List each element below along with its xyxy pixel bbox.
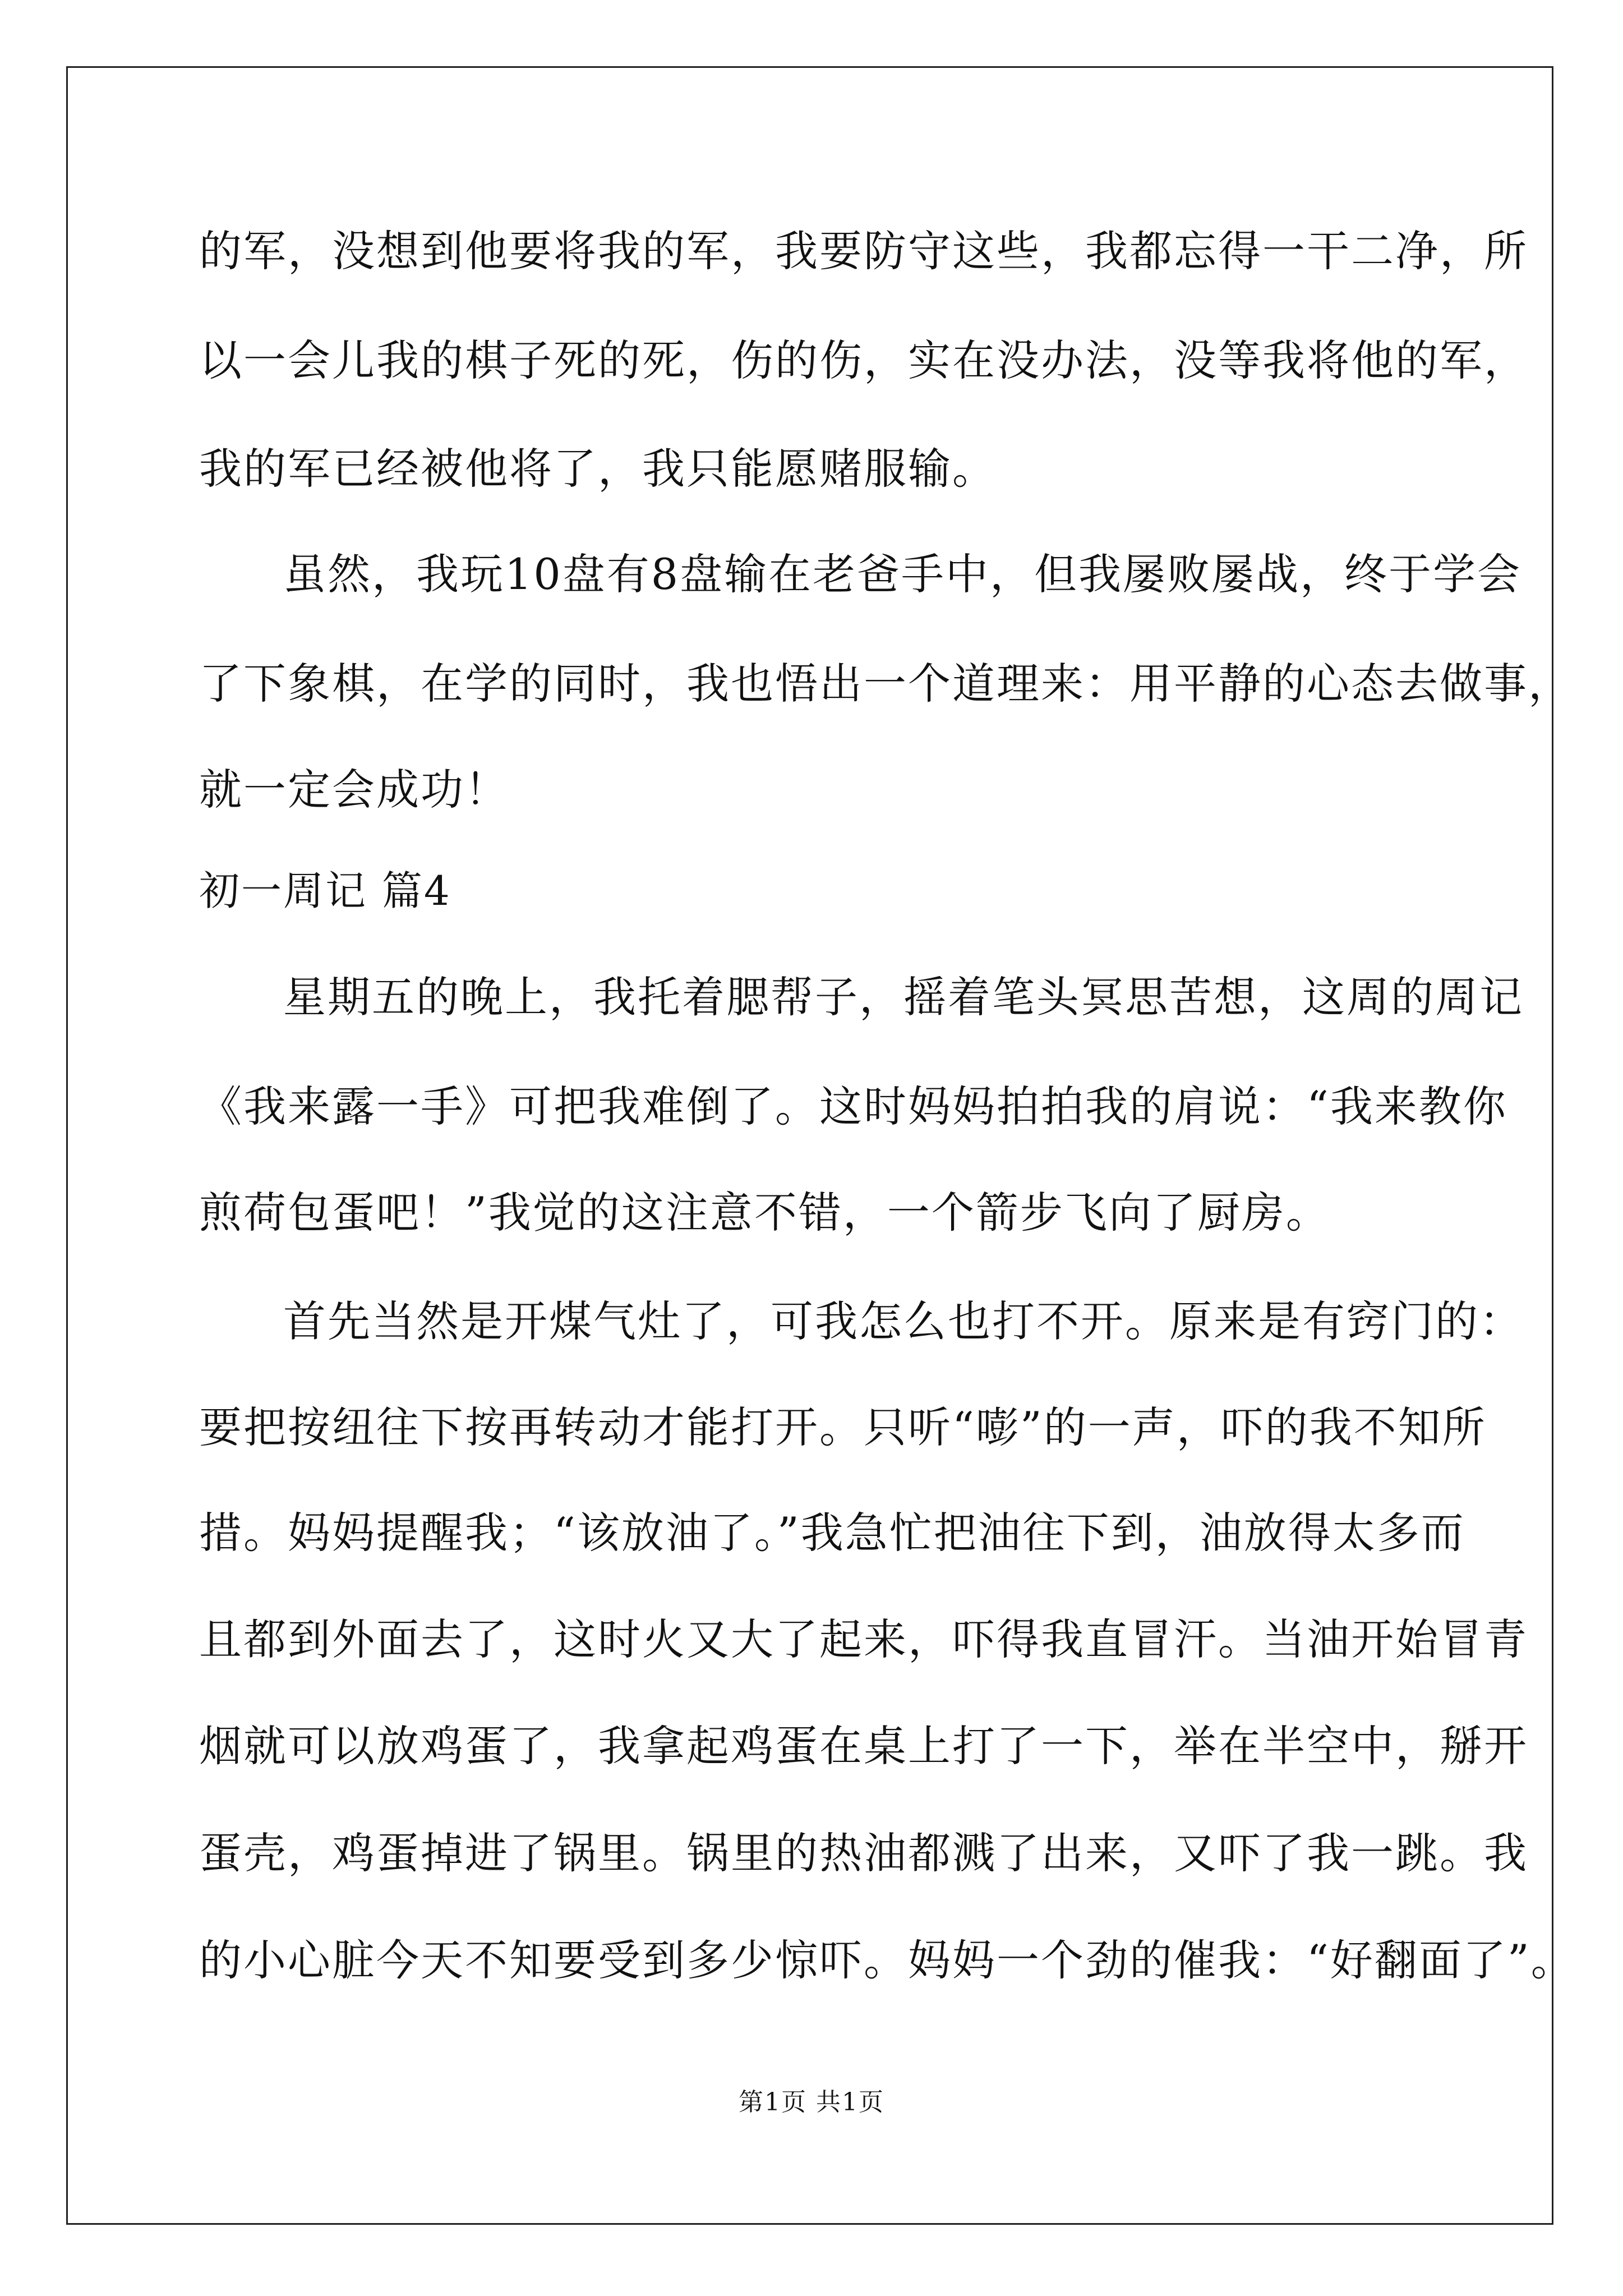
paragraph-line: 虽然，我玩10盘有8盘输在老爸手中，但我屡败屡战，终于学会 (283, 549, 1522, 599)
paragraph-line: 首先当然是开煤气灶了，可我怎么也打不开。原来是有窍门的： (283, 1296, 1524, 1346)
text-line: 以一会儿我的棋子死的死，伤的伤，实在没办法，没等我将他的军， (199, 335, 1528, 385)
text-line: 的小心脏今天不知要受到多少惊吓。妈妈一个劲的催我：“好翻面了”。 (199, 1935, 1575, 1985)
text-line: 的军，没想到他要将我的军，我要防守这些，我都忘得一干二净，所 (199, 226, 1528, 276)
text-line: 且都到外面去了，这时火又大了起来，吓得我直冒汗。当油开始冒青 (199, 1614, 1528, 1664)
text-line: 煎荷包蛋吧！”我觉的这注意不错，一个箭步飞向了厨房。 (199, 1188, 1330, 1237)
page-border (66, 66, 1553, 2225)
paragraph-line: 星期五的晚上，我托着腮帮子，摇着笔头冥思苦想，这周的周记 (283, 972, 1524, 1022)
text-line: 烟就可以放鸡蛋了，我拿起鸡蛋在桌上打了一下，举在半空中，掰开 (199, 1721, 1528, 1771)
page-footer: 第1页 共1页 (739, 2088, 884, 2116)
text-line: 了下象棋，在学的同时，我也悟出一个道理来：用平静的心态去做事， (199, 659, 1573, 708)
text-line: 措。妈妈提醒我；“该放油了。”我急忙把油往下到，油放得太多而 (199, 1508, 1465, 1558)
text-line: 我的军已经被他将了，我只能愿赌服输。 (199, 444, 997, 494)
text-line: 蛋壳，鸡蛋掉进了锅里。锅里的热油都溅了出来，又吓了我一跳。我 (199, 1828, 1528, 1878)
text-line: 就一定会成功！ (199, 765, 509, 815)
section-heading: 初一周记 篇4 (199, 867, 451, 914)
text-line: 要把按纽往下按再转动才能打开。只听“嘭”的一声，吓的我不知所 (199, 1402, 1487, 1452)
text-line: 《我来露一手》可把我难倒了。这时妈妈拍拍我的肩说：“我来教你 (199, 1082, 1507, 1131)
